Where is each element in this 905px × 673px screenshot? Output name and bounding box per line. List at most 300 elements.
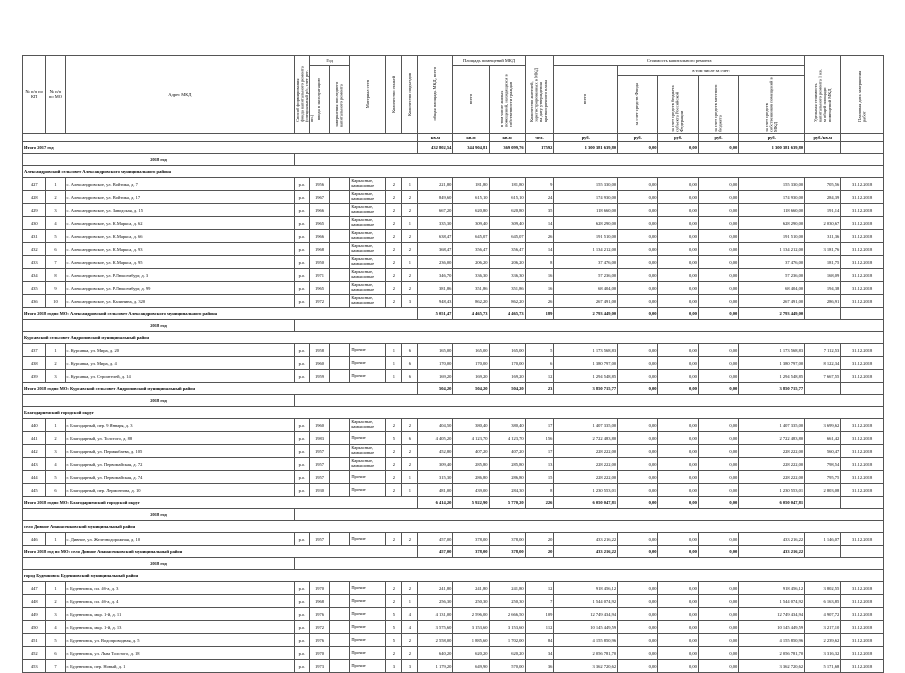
cell-prem-total: 356,47 (453, 243, 489, 256)
cell-deadline: 31.12.2018 (841, 660, 884, 673)
cell-cost-local: 0,00 (698, 471, 738, 484)
cell-total-area: 2 558,00 (418, 634, 453, 647)
cell-prem-total: 351,86 (453, 282, 489, 295)
year-row (23, 320, 884, 332)
cell-total-area: 170,00 (418, 357, 453, 370)
cell-cost-local: 0,00 (698, 432, 738, 445)
cell-total-area: 169,20 (418, 370, 453, 383)
total-citizens: 369 099,76 (489, 142, 525, 154)
cell-residents: 112 (525, 621, 554, 634)
cell-deadline: 31.12.2018 (841, 471, 884, 484)
cell-prem-citizens: 4 123,70 (489, 432, 525, 445)
cell-deadline: 31.12.2018 (841, 419, 884, 432)
cell-n-mkd: 3 (46, 608, 65, 621)
total-citizens: 5 770,20 (489, 497, 525, 509)
cell-floors: 2 (386, 484, 402, 497)
table-row (23, 660, 884, 673)
cell-total-area: 165,00 (418, 344, 453, 357)
cell-prem-total: 336,30 (453, 269, 489, 282)
cell-fund-method: р.о. (295, 419, 310, 432)
cell-year-built: 1957 (309, 458, 329, 471)
cell-wall-material: Прочие (350, 471, 386, 484)
table-row (23, 243, 884, 256)
col-header-address: Адрес МКД (65, 56, 295, 134)
cell-total-area: 1 179,20 (418, 660, 453, 673)
cell-prem-total: 3 153,60 (453, 621, 489, 634)
cell-floors: 2 (386, 204, 402, 217)
cell-wall-material: Прочие (350, 533, 386, 546)
cell-wall-material: Каркасные, камышовые (350, 178, 386, 191)
cell-address: с. Александровское, ул. Р.Люксембург, д. 99 (65, 282, 295, 295)
cell-cost-local: 0,00 (698, 357, 738, 370)
cell-prem-total: 309,40 (453, 217, 489, 230)
cell-deadline: 31.12.2018 (841, 178, 884, 191)
cell-cost-local: 0,00 (698, 344, 738, 357)
cell-n-pp: 433 (23, 256, 46, 269)
cell-n-mkd: 1 (46, 178, 65, 191)
total-prem: 4 465,73 (453, 308, 489, 320)
cell-unit-cost: 5 171,68 (805, 660, 841, 673)
cell-prem-citizens: 862,20 (489, 295, 525, 308)
cell-cost-fund: 0,00 (618, 660, 658, 673)
cell-year-built: 1966 (309, 204, 329, 217)
total-cost: 433 216,22 (554, 546, 618, 558)
total-label: Итого 2018 год по МО: село Дивное Апанасенковский муниципальный район (23, 546, 418, 558)
cell-cost-region: 0,00 (658, 484, 698, 497)
cell-cost-owners: 628 290,00 (739, 217, 805, 230)
cell-year-repair (330, 230, 350, 243)
total-local: 0,00 (698, 497, 738, 509)
cell-residents: 17 (525, 419, 554, 432)
cell-fund-method: р.о. (295, 344, 310, 357)
cell-cost-owners: 57 236,00 (739, 269, 805, 282)
cell-cost-region: 0,00 (658, 217, 698, 230)
cell-deadline: 31.12.2018 (841, 269, 884, 282)
year-label: 2018 год (23, 154, 295, 166)
cell-year-built: 1965 (309, 217, 329, 230)
cell-entrances: 4 (402, 621, 418, 634)
cell-cost-fund: 0,00 (618, 533, 658, 546)
cell-n-mkd: 4 (46, 217, 65, 230)
cell-n-pp: 452 (23, 647, 46, 660)
year-spacer (295, 320, 884, 332)
cell-entrances: 4 (402, 608, 418, 621)
cell-prem-total: 1 885,60 (453, 634, 489, 647)
cell-floors: 2 (386, 419, 402, 432)
cell-cost-local: 0,00 (698, 256, 738, 269)
year-spacer (295, 154, 884, 166)
cell-cost-region: 0,00 (658, 204, 698, 217)
cell-year-built: 1972 (309, 295, 329, 308)
total-label: Итого 2017 год (23, 142, 418, 154)
total-owners: 1 300 381 639,80 (739, 142, 805, 154)
unit-cell: кв.м (489, 134, 525, 142)
cell-cost-region: 0,00 (658, 344, 698, 357)
table-row (23, 256, 884, 269)
cell-cost-region: 0,00 (658, 282, 698, 295)
cell-residents: 7 (525, 595, 554, 608)
cell-cost-fund: 0,00 (618, 419, 658, 432)
cell-year-built: 1983 (309, 432, 329, 445)
cell-year-repair (330, 582, 350, 595)
cell-fund-method: р.о. (295, 647, 310, 660)
cell-n-pp: 448 (23, 595, 46, 608)
cell-prem-total: 407,20 (453, 445, 489, 458)
cell-entrances: 2 (402, 647, 418, 660)
cell-fund-method: р.о. (295, 191, 310, 204)
col-header-cost-group: Стоимость капитального ремонта (554, 56, 805, 66)
cell-residents: 12 (525, 582, 554, 595)
cell-cost-local: 0,00 (698, 282, 738, 295)
total-owners: 2 793 449,00 (739, 308, 805, 320)
cell-n-pp: 443 (23, 458, 46, 471)
cell-prem-citizens: 645,07 (489, 230, 525, 243)
cell-deadline: 31.12.2018 (841, 432, 884, 445)
cell-address: с. Курсавка, ул. Мира, д. 4 (65, 357, 295, 370)
cell-entrances: 6 (402, 357, 418, 370)
header-row-1 (23, 56, 884, 66)
cell-prem-total: 241,80 (453, 582, 489, 595)
cell-n-pp: 430 (23, 217, 46, 230)
cell-deadline: 31.12.2018 (841, 217, 884, 230)
table-row (23, 230, 884, 243)
cell-year-repair (330, 432, 350, 445)
cell-entrances: 2 (402, 458, 418, 471)
cell-total-area: 481,00 (418, 484, 453, 497)
cell-wall-material: Каркасные, камышовые (350, 243, 386, 256)
cell-deadline: 31.12.2018 (841, 582, 884, 595)
cell-address: с. Александровское, ул. Войтика, д. 7 (65, 178, 295, 191)
cell-cost-region: 0,00 (658, 621, 698, 634)
cell-total-area: 381,86 (418, 282, 453, 295)
year-label: 2018 год (23, 395, 295, 407)
cell-prem-citizens: 1 702,00 (489, 634, 525, 647)
cell-address: с. Александровское, ул. Войтика, д. 17 (65, 191, 295, 204)
cell-entrances: 2 (402, 419, 418, 432)
cell-cost-total: 2 722 483,80 (554, 432, 618, 445)
cell-cost-fund: 0,00 (618, 191, 658, 204)
cell-deadline: 31.12.2018 (841, 533, 884, 546)
cell-cost-region: 0,00 (658, 533, 698, 546)
cell-cost-owners: 1 380 797,00 (739, 357, 805, 370)
cell-address: с. Александровское, ул. К.Маркса, д. 66 (65, 230, 295, 243)
cell-year-repair (330, 178, 350, 191)
cell-year-repair (330, 533, 350, 546)
cell-n-pp: 432 (23, 243, 46, 256)
cell-entrances: 2 (402, 230, 418, 243)
cell-year-built: 1966 (309, 230, 329, 243)
total-area: 432 802,54 (418, 142, 453, 154)
cell-fund-method: р.о. (295, 295, 310, 308)
cell-prem-citizens: 615,10 (489, 191, 525, 204)
cell-year-built: 1968 (309, 595, 329, 608)
cell-cost-region: 0,00 (658, 230, 698, 243)
cell-total-area: 457,00 (418, 533, 453, 546)
cell-cost-owners: 1 407 335,00 (739, 419, 805, 432)
total-empty (805, 546, 841, 558)
cell-year-repair (330, 634, 350, 647)
table-row (23, 269, 884, 282)
table-row (23, 432, 884, 445)
total-local: 0,00 (698, 142, 738, 154)
cell-fund-method: р.о. (295, 621, 310, 634)
cell-floors: 5 (386, 634, 402, 647)
total-local: 0,00 (698, 308, 738, 320)
unit-cell: руб. (554, 134, 618, 142)
cell-unit-cost: 4 907,72 (805, 608, 841, 621)
cell-prem-citizens: 2 666,50 (489, 608, 525, 621)
cell-n-mkd: 1 (46, 419, 65, 432)
cell-prem-total: 170,00 (453, 357, 489, 370)
cell-prem-citizens: 284,30 (489, 484, 525, 497)
cell-cost-total: 68 404,00 (554, 282, 618, 295)
cell-unit-cost: 6 163,85 (805, 595, 841, 608)
cell-wall-material: Прочие (350, 357, 386, 370)
cell-cost-fund: 0,00 (618, 458, 658, 471)
cell-residents: 17 (525, 445, 554, 458)
cell-wall-material: Прочие (350, 595, 386, 608)
cell-unit-cost: 311,36 (805, 230, 841, 243)
cell-cost-fund: 0,00 (618, 445, 658, 458)
cell-year-repair (330, 445, 350, 458)
cell-n-pp: 437 (23, 344, 46, 357)
cell-n-pp: 438 (23, 357, 46, 370)
cell-year-repair (330, 357, 350, 370)
cell-cost-local: 0,00 (698, 660, 738, 673)
cell-residents: 26 (525, 295, 554, 308)
cell-floors: 1 (386, 370, 402, 383)
cell-n-mkd: 7 (46, 660, 65, 673)
cell-n-pp: 441 (23, 432, 46, 445)
cell-prem-citizens: 170,00 (489, 357, 525, 370)
section-total-row (23, 546, 884, 558)
cell-prem-citizens: 378,00 (489, 533, 525, 546)
cell-cost-total: 118 660,00 (554, 204, 618, 217)
cell-unit-cost: 798,54 (805, 458, 841, 471)
cell-year-built: 1957 (309, 471, 329, 484)
cell-cost-local: 0,00 (698, 582, 738, 595)
cell-n-mkd: 7 (46, 256, 65, 269)
cell-cost-fund: 0,00 (618, 595, 658, 608)
cell-cost-fund: 0,00 (618, 357, 658, 370)
cell-total-area: 3 575,60 (418, 621, 453, 634)
table-row (23, 608, 884, 621)
cell-entrances: 2 (402, 634, 418, 647)
total-empty (805, 308, 841, 320)
cell-residents: 16 (525, 269, 554, 282)
total-fund: 0,00 (618, 383, 658, 395)
cell-n-mkd: 5 (46, 230, 65, 243)
section-title-row (23, 407, 884, 419)
cell-entrances: 2 (402, 191, 418, 204)
cell-year-repair (330, 484, 350, 497)
total-fund: 0,00 (618, 308, 658, 320)
cell-cost-fund: 0,00 (618, 230, 658, 243)
cell-entrances: 3 (402, 295, 418, 308)
cell-unit-cost: 7 112,53 (805, 344, 841, 357)
cell-n-pp: 447 (23, 582, 46, 595)
cell-floors: 2 (386, 269, 402, 282)
cell-floors: 2 (386, 295, 402, 308)
table-row (23, 647, 884, 660)
total-cost: 2 793 449,00 (554, 308, 618, 320)
cell-unit-cost: 3 699,62 (805, 419, 841, 432)
cell-deadline: 31.12.2018 (841, 243, 884, 256)
cell-cost-owners: 12 749 434,94 (739, 608, 805, 621)
cell-deadline: 31.12.2018 (841, 370, 884, 383)
cell-cost-fund: 0,00 (618, 243, 658, 256)
cell-cost-owners: 433 216,22 (739, 533, 805, 546)
col-header-total-area: общая площадь МКД, всего (432, 67, 438, 121)
cell-cost-total: 1 173 568,83 (554, 344, 618, 357)
col-header-floors: Количество этажей (390, 75, 396, 113)
cell-year-repair (330, 204, 350, 217)
total-owners: 433 216,22 (739, 546, 805, 558)
cell-entrances: 2 (402, 269, 418, 282)
cell-year-repair (330, 458, 350, 471)
cell-prem-total: 206,20 (453, 256, 489, 269)
cell-n-mkd: 1 (46, 582, 65, 595)
total-area: 5 051,47 (418, 308, 453, 320)
cell-cost-fund: 0,00 (618, 204, 658, 217)
total-prem: 344 904,81 (453, 142, 489, 154)
cell-prem-citizens: 380,40 (489, 419, 525, 432)
cell-floors: 1 (386, 344, 402, 357)
col-header-n-pp: № п/п по КП (23, 56, 46, 134)
table-row (23, 582, 884, 595)
cell-cost-fund: 0,00 (618, 295, 658, 308)
cell-entrances: 2 (402, 582, 418, 595)
cell-unit-cost: 7 667,55 (805, 370, 841, 383)
unit-cell: руб. (739, 134, 805, 142)
cell-prem-citizens: 181,80 (489, 178, 525, 191)
col-header-entrances: Количество подъездов (406, 72, 412, 116)
cell-total-area: 948,43 (418, 295, 453, 308)
cell-year-built: 1973 (309, 660, 329, 673)
total-cost: 3 850 715,77 (554, 383, 618, 395)
cell-fund-method: р.о. (295, 282, 310, 295)
cell-year-repair (330, 295, 350, 308)
cell-year-built: 1956 (309, 178, 329, 191)
cell-cost-local: 0,00 (698, 295, 738, 308)
cell-residents: 156 (525, 432, 554, 445)
cell-wall-material: Каркасные, камышовые (350, 191, 386, 204)
cell-cost-owners: 37 476,00 (739, 256, 805, 269)
cell-cost-region: 0,00 (658, 582, 698, 595)
table-row (23, 621, 884, 634)
cell-deadline: 31.12.2018 (841, 256, 884, 269)
cell-prem-citizens: 309,40 (489, 217, 525, 230)
section-title: город Буденновск Буденновский муниципальный район (23, 570, 884, 582)
cell-cost-total: 433 216,22 (554, 533, 618, 546)
cell-year-repair (330, 243, 350, 256)
cell-n-mkd: 4 (46, 458, 65, 471)
cell-cost-region: 0,00 (658, 256, 698, 269)
year-row (23, 395, 884, 407)
cell-entrances: 2 (402, 204, 418, 217)
cell-cost-fund: 0,00 (618, 647, 658, 660)
unit-cell: чел. (525, 134, 554, 142)
table-row (23, 634, 884, 647)
total-empty (841, 497, 884, 509)
total-empty (805, 497, 841, 509)
cell-cost-owners: 10 145 449,59 (739, 621, 805, 634)
cell-fund-method: р.о. (295, 269, 310, 282)
cell-cost-local: 0,00 (698, 634, 738, 647)
total-citizens: 378,00 (489, 546, 525, 558)
year-spacer (295, 558, 884, 570)
cell-year-repair (330, 660, 350, 673)
total-residents: 20 (525, 546, 554, 558)
cell-cost-region: 0,00 (658, 419, 698, 432)
col-header-deadline: Плановая дата завершения работ (856, 70, 867, 122)
cell-n-pp: 451 (23, 634, 46, 647)
table-row (23, 458, 884, 471)
cell-residents: 109 (525, 608, 554, 621)
cell-total-area: 241,80 (418, 582, 453, 595)
cell-cost-owners: 1 230 553,01 (739, 484, 805, 497)
cell-fund-method: р.о. (295, 445, 310, 458)
cell-cost-fund: 0,00 (618, 269, 658, 282)
table-row (23, 370, 884, 383)
cell-entrances: 2 (402, 445, 418, 458)
cell-residents: 6 (525, 357, 554, 370)
cell-n-mkd: 4 (46, 621, 65, 634)
cell-prem-total: 4 123,70 (453, 432, 489, 445)
cell-address: с. Александровское, ул. К.Маркса, д. 95 (65, 256, 295, 269)
table-row (23, 357, 884, 370)
col-header-cost-region: за счет средств бюджета субъекта Российской Федерации (670, 85, 685, 132)
cell-address: г. Буденновск, ул. Льва Толстого, д. 18 (65, 647, 295, 660)
cell-n-mkd: 2 (46, 357, 65, 370)
cell-prem-citizens: 336,30 (489, 269, 525, 282)
cell-address: г. Благодарный, ул. Первомайская, д. 74 (65, 471, 295, 484)
cell-year-repair (330, 344, 350, 357)
cell-n-pp: 444 (23, 471, 46, 484)
cell-fund-method: р.о. (295, 217, 310, 230)
total-region: 0,00 (658, 308, 698, 320)
total-residents: 189 (525, 308, 554, 320)
cell-cost-total: 1 230 553,01 (554, 484, 618, 497)
total-prem: 5 922,90 (453, 497, 489, 509)
unit-cell: руб./кв.м (805, 134, 841, 142)
cell-cost-local: 0,00 (698, 243, 738, 256)
cell-deadline: 31.12.2018 (841, 204, 884, 217)
cell-total-area: 849,60 (418, 191, 453, 204)
section-title-row (23, 521, 884, 533)
table-row (23, 595, 884, 608)
cell-floors: 5 (386, 432, 402, 445)
cell-total-area: 309,40 (418, 458, 453, 471)
cell-cost-local: 0,00 (698, 204, 738, 217)
cell-year-repair (330, 595, 350, 608)
cell-cost-local: 0,00 (698, 595, 738, 608)
cell-floors: 2 (386, 533, 402, 546)
cell-residents: 8 (525, 256, 554, 269)
cell-cost-region: 0,00 (658, 243, 698, 256)
total-empty (841, 546, 884, 558)
cell-floors: 2 (386, 445, 402, 458)
cell-cost-total: 191 510,00 (554, 230, 618, 243)
cell-cost-region: 0,00 (658, 191, 698, 204)
cell-wall-material: Каркасные, камышовые (350, 445, 386, 458)
cell-cost-total: 174 930,00 (554, 191, 618, 204)
cell-n-mkd: 9 (46, 282, 65, 295)
cell-prem-total: 615,10 (453, 191, 489, 204)
cell-floors: 5 (386, 608, 402, 621)
total-row-2017 (23, 142, 884, 154)
cell-wall-material: Каркасные, камышовые (350, 419, 386, 432)
